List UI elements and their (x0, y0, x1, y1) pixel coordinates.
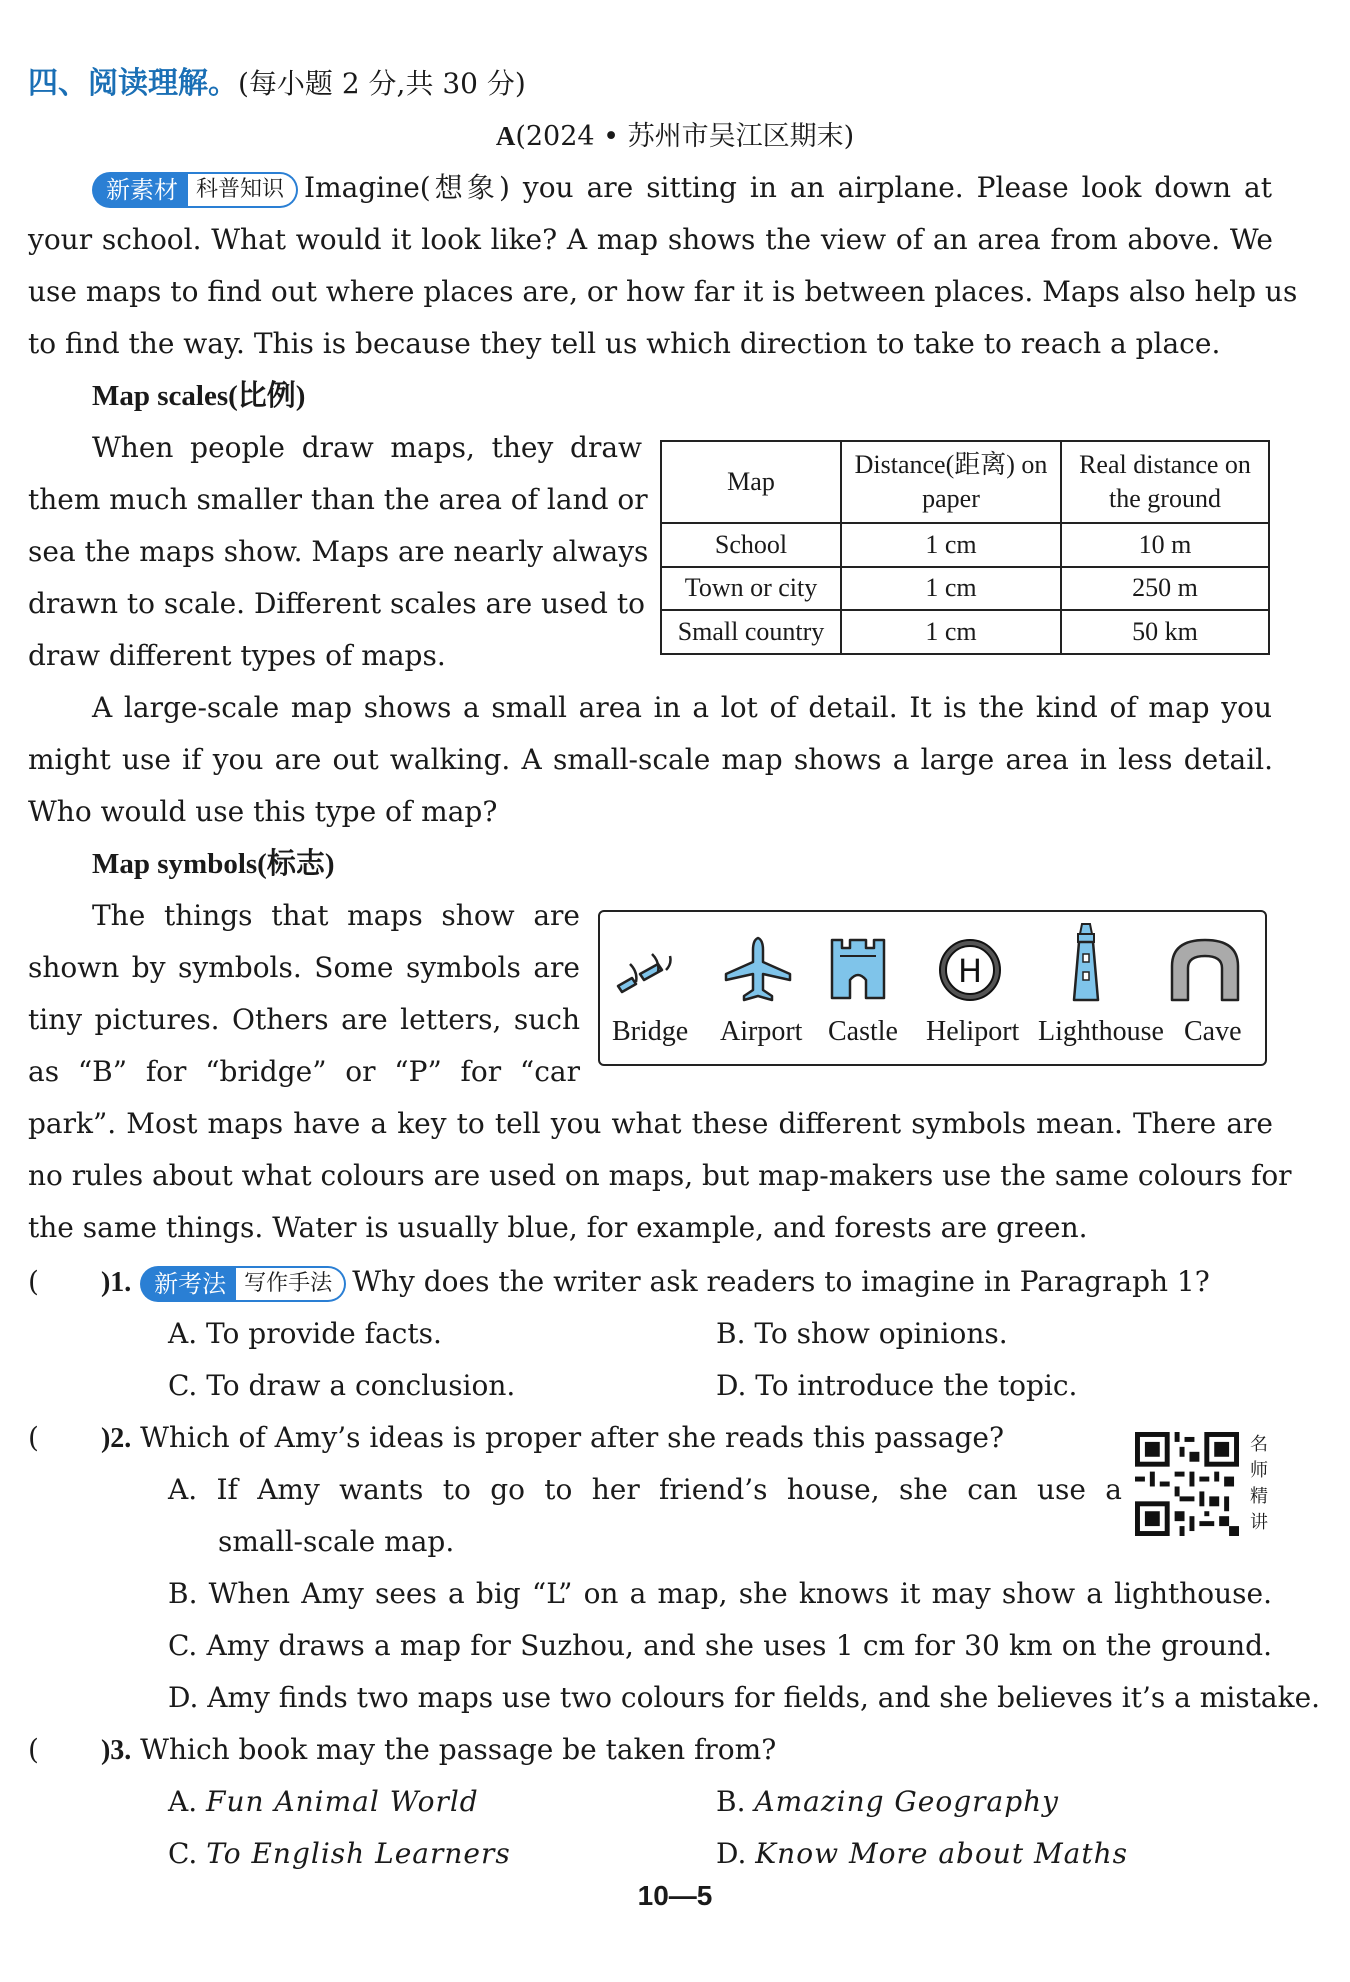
symbol-label: Cave (1184, 1016, 1242, 1047)
table-row (661, 567, 1269, 611)
new-material-tag (92, 172, 298, 208)
page-number: 10—5 (637, 1880, 713, 1911)
section-note: (每小题 2 分,共 30 分) (238, 67, 526, 100)
question-stem: Why does the writer ask readers to imagine in Paragraph 1? (352, 1265, 1210, 1298)
heliport-icon (930, 934, 1010, 1008)
symbol-label: Bridge (612, 1016, 689, 1047)
map-symbols-key (598, 910, 1267, 1066)
option-text: Amazing Geography (754, 1785, 1059, 1818)
symbol-label: Heliport (926, 1016, 1020, 1047)
scale-table (660, 440, 1270, 655)
table-cell: 10 m (1061, 523, 1269, 567)
heading-map-scales: Map scales(比例) (92, 380, 306, 412)
table-cell: Town or city (661, 567, 841, 611)
answer-bracket[interactable]: ( (28, 1265, 39, 1298)
table-cell: 50 km (1061, 610, 1269, 654)
castle-icon (818, 934, 898, 1008)
qr-label: 名师精讲 (1250, 1434, 1268, 1533)
passage-source: (2024 • 苏州市吴江区期末) (515, 121, 855, 152)
para1-text: Imagine(想象) you are sitting in an airplane. Please look down at (304, 171, 1272, 204)
new-method-tag (140, 1266, 346, 1302)
question-number: )3. (100, 1735, 132, 1766)
option-text: To English Learners (206, 1837, 511, 1870)
para3-line3: Who would use this type of map? (28, 795, 498, 828)
para4-line7: the same things. Water is usually blue, for example, and forests are green. (28, 1211, 1088, 1244)
table-header-cell: Distance(距离) on paper (841, 441, 1061, 523)
question-number: )2. (100, 1423, 132, 1454)
symbol-label: Castle (828, 1016, 898, 1047)
q2-option-a[interactable]: A. If Amy wants to go to her friend’s house, she can use a (168, 1473, 1122, 1506)
tag-sub: 写作手法 (236, 1266, 346, 1302)
section-header (28, 58, 526, 114)
option-letter: A. (168, 1785, 198, 1818)
option-text: Know More about Maths (755, 1837, 1129, 1870)
para4-line1: The things that maps show are (92, 899, 580, 932)
heliport-letter: H (957, 952, 983, 990)
table-header-cell: Map (661, 441, 841, 523)
qr-code-icon[interactable] (1135, 1432, 1239, 1536)
q1-option-a[interactable]: A. To provide facts. (168, 1317, 442, 1350)
para2-line5: draw different types of maps. (28, 639, 446, 672)
table-cell: 250 m (1061, 567, 1269, 611)
table-header-row (661, 441, 1269, 523)
heading-map-symbols: Map symbols(标志) (92, 848, 335, 880)
q2-option-a-cont: small-scale map. (218, 1525, 455, 1558)
section-title: 四、阅读理解。 (28, 66, 238, 101)
table-cell: School (661, 523, 841, 567)
q1-option-d[interactable]: D. To introduce the topic. (716, 1369, 1078, 1402)
para4-line6: no rules about what colours are used on maps, but map-makers use the same colours for (28, 1159, 1292, 1192)
lighthouse-icon (1046, 922, 1126, 1008)
option-text: Fun Animal World (206, 1785, 479, 1818)
para1-line4: to find the way. This is because they tell us which direction to take to reach a place. (28, 327, 1221, 360)
passage-label (0, 110, 1350, 163)
option-letter: D. (716, 1837, 747, 1870)
table-cell: Small country (661, 610, 841, 654)
answer-bracket[interactable]: ( (28, 1733, 39, 1766)
question-stem: Which book may the passage be taken from? (140, 1733, 777, 1766)
symbol-label: Lighthouse (1038, 1016, 1164, 1047)
para1-line3: use maps to find out where places are, or how far it is between places. Maps also help us (28, 275, 1298, 308)
para4-line5: park”. Most maps have a key to tell you what these different symbols mean. There are (28, 1107, 1273, 1140)
option-letter: C. (168, 1837, 198, 1870)
q2-option-d[interactable]: D. Amy finds two maps use two colours for fields, and she believes it’s a mistake. (168, 1681, 1321, 1714)
passage-letter: A (495, 121, 516, 151)
para4-line3: tiny pictures. Others are letters, such (28, 1003, 580, 1036)
q3-option-d[interactable] (716, 1828, 1128, 1880)
table-row (661, 523, 1269, 567)
tag-sub: 科普知识 (188, 172, 298, 208)
airport-icon (718, 934, 798, 1008)
table-cell: 1 cm (841, 610, 1061, 654)
para2-line2: them much smaller than the area of land or (28, 483, 648, 516)
table-header-cell: Real distance on the ground (1061, 441, 1269, 523)
tag-main: 新素材 (92, 172, 188, 208)
para2-line3: sea the maps show. Maps are nearly always (28, 535, 649, 568)
q3-option-a[interactable] (168, 1776, 479, 1828)
answer-bracket[interactable]: ( (28, 1421, 39, 1454)
para3-line1: A large-scale map shows a small area in a lot of detail. It is the kind of map you (92, 691, 1272, 724)
question-stem: Which of Amy’s ideas is proper after she reads this passage? (140, 1421, 1004, 1454)
para2-line1: When people draw maps, they draw (92, 431, 642, 464)
bridge-icon (610, 934, 690, 1008)
table-row (661, 610, 1269, 654)
q1-option-b[interactable]: B. To show opinions. (716, 1317, 1008, 1350)
q2-option-c[interactable]: C. Amy draws a map for Suzhou, and she uses 1 cm for 30 km on the ground. (168, 1629, 1272, 1662)
para1-line1 (92, 162, 1272, 214)
question-2 (28, 1412, 1273, 1465)
para2-line4: drawn to scale. Different scales are used to (28, 587, 645, 620)
para3-line2: might use if you are out walking. A small-scale map shows a large area in less detail. (28, 743, 1273, 776)
question-1 (28, 1256, 1273, 1309)
q1-option-c[interactable]: C. To draw a conclusion. (168, 1369, 516, 1402)
question-number: )1. (100, 1267, 132, 1298)
tag-main: 新考法 (140, 1266, 236, 1302)
symbol-label: Airport (720, 1016, 803, 1047)
table-cell: 1 cm (841, 567, 1061, 611)
cave-icon (1160, 934, 1250, 1008)
question-3 (28, 1724, 1273, 1777)
table-cell: 1 cm (841, 523, 1061, 567)
q2-option-b[interactable]: B. When Amy sees a big “L” on a map, she knows it may show a lighthouse. (168, 1577, 1272, 1610)
q3-option-b[interactable] (716, 1776, 1059, 1828)
para1-line2: your school. What would it look like? A map shows the view of an area from above. We (28, 223, 1273, 256)
para4-line4: as “B” for “bridge” or “P” for “car (28, 1055, 580, 1088)
option-letter: B. (716, 1785, 746, 1818)
q3-option-c[interactable] (168, 1828, 511, 1880)
para4-line2: shown by symbols. Some symbols are (28, 951, 580, 984)
